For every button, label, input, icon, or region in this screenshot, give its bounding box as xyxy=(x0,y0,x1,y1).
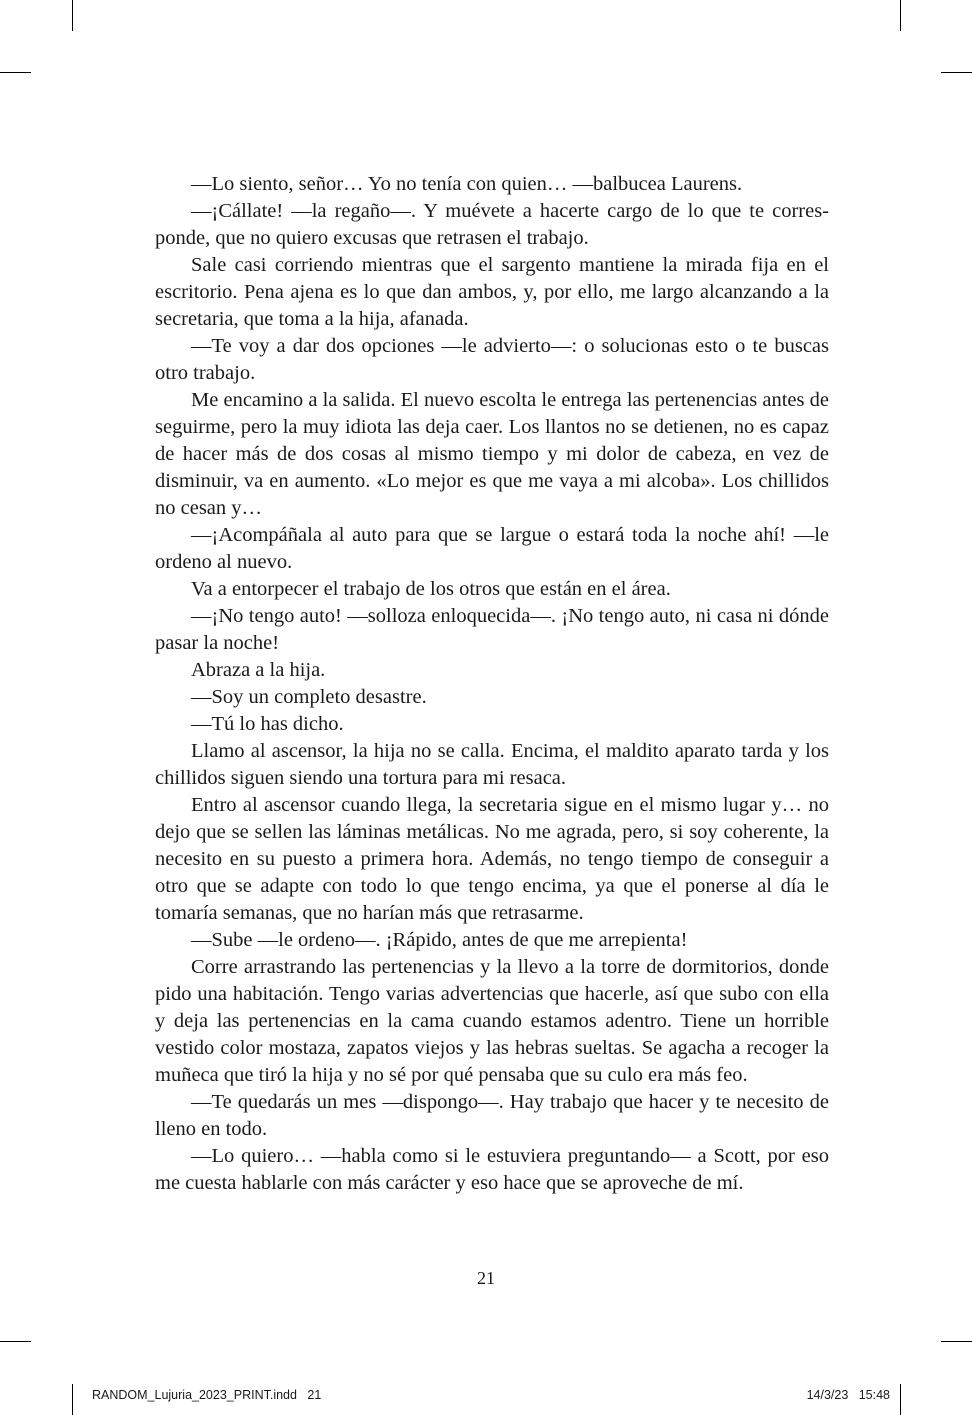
paragraph: Abraza a la hija. xyxy=(191,659,326,681)
paragraph: —¡Acompáñala al auto para que se largue o estará toda la noche ahí! —le ordeno al nuevo. xyxy=(155,524,829,573)
paragraph: Corre arrastrando las pertenencias y la llevo a la torre de dormitorios, donde pido una habitación. Tengo varias advertencias que hacerle, así que subo con ella y deja las pertenencias en la cama cuando estamos adentro. Tiene un horrible vestido color mostaza, zapatos viejos y las hebras sueltas. Se agacha a recoger la muñeca que tiró la hija y no sé por qué pensaba que su culo era más feo. xyxy=(155,956,829,1086)
slug-timestamp: 14/3/23 15:48 xyxy=(806,1388,890,1402)
paragraph: Me encamino a la salida. El nuevo escolta le entrega las pertenencias antes de seguirme, pero la muy idiota las deja caer. Los llantos no se detienen, no es capaz de hacer más de dos cosas al mismo tiempo y mi dolor de cabeza, en vez de disminuir, va en aumento. «Lo mejor es que me vaya a mi alcoba». Los chillidos no cesan y… xyxy=(155,389,829,519)
page-number: 21 xyxy=(477,1268,495,1288)
paragraph: —Te voy a dar dos opciones —le advierto—: o solucionas esto o te buscas otro trabajo. xyxy=(155,335,829,384)
crop-mark xyxy=(0,1341,31,1342)
paragraph: —Lo siento, señor… Yo no tenía con quien… —balbucea Laurens. xyxy=(191,173,743,195)
paragraph: Entro al ascensor cuando llega, la secretaria sigue en el mismo lugar y… no dejo que se sellen las láminas metálicas. No me agrada, pero, si soy coherente, la necesito en su puesto a primera hora. Además, no tengo tiempo de conseguir a otro que se adapte con todo lo que tengo encima, ya que el ponerse al día le tomaría semanas, que no harían más que retrasarme. xyxy=(155,794,829,924)
crop-mark xyxy=(900,1384,901,1415)
crop-mark xyxy=(941,72,972,73)
paragraph: Va a entorpecer el trabajo de los otros que están en el área. xyxy=(191,578,671,600)
paragraph: —Sube —le ordeno—. ¡Rápido, antes de que me arrepienta! xyxy=(191,929,688,951)
crop-mark xyxy=(72,1384,73,1415)
paragraph: —Lo quiero… —habla como si le estuviera preguntando— a Scott, por eso me cuesta hablarle con más carácter y eso hace que se aproveche de mí. xyxy=(155,1145,829,1194)
paragraph: Llamo al ascensor, la hija no se calla. Encima, el maldito aparato tarda y los chillidos siguen siendo una tortura para mi resaca. xyxy=(155,740,829,789)
paragraph: —Tú lo has dicho. xyxy=(191,713,344,735)
crop-mark xyxy=(72,0,73,31)
paragraph: Sale casi corriendo mientras que el sargento mantiene la mirada fija en el escritorio. Pena ajena es lo que dan ambos, y, por ello, me largo alcanzando a la secretaria, que toma a la hija, afanada. xyxy=(155,254,829,330)
crop-mark xyxy=(0,72,31,73)
slug-filename: RANDOM_Lujuria_2023_PRINT.indd 21 xyxy=(92,1388,322,1402)
paragraph: —¡Cállate! —la regaño—. Y muévete a hacerte cargo de lo que te corresponde, que no quiero excusas que retrasen el trabajo. xyxy=(155,200,829,249)
paragraph: —Soy un completo desastre. xyxy=(191,686,427,708)
paragraph: —Te quedarás un mes —dispongo—. Hay trabajo que hacer y te necesito de lleno en todo. xyxy=(155,1091,829,1140)
crop-mark xyxy=(941,1341,972,1342)
body-text xyxy=(155,171,829,1197)
crop-mark xyxy=(900,0,901,31)
paragraph: —¡No tengo auto! —solloza enloquecida—. ¡No tengo auto, ni casa ni dónde pasar la noche! xyxy=(155,605,829,654)
